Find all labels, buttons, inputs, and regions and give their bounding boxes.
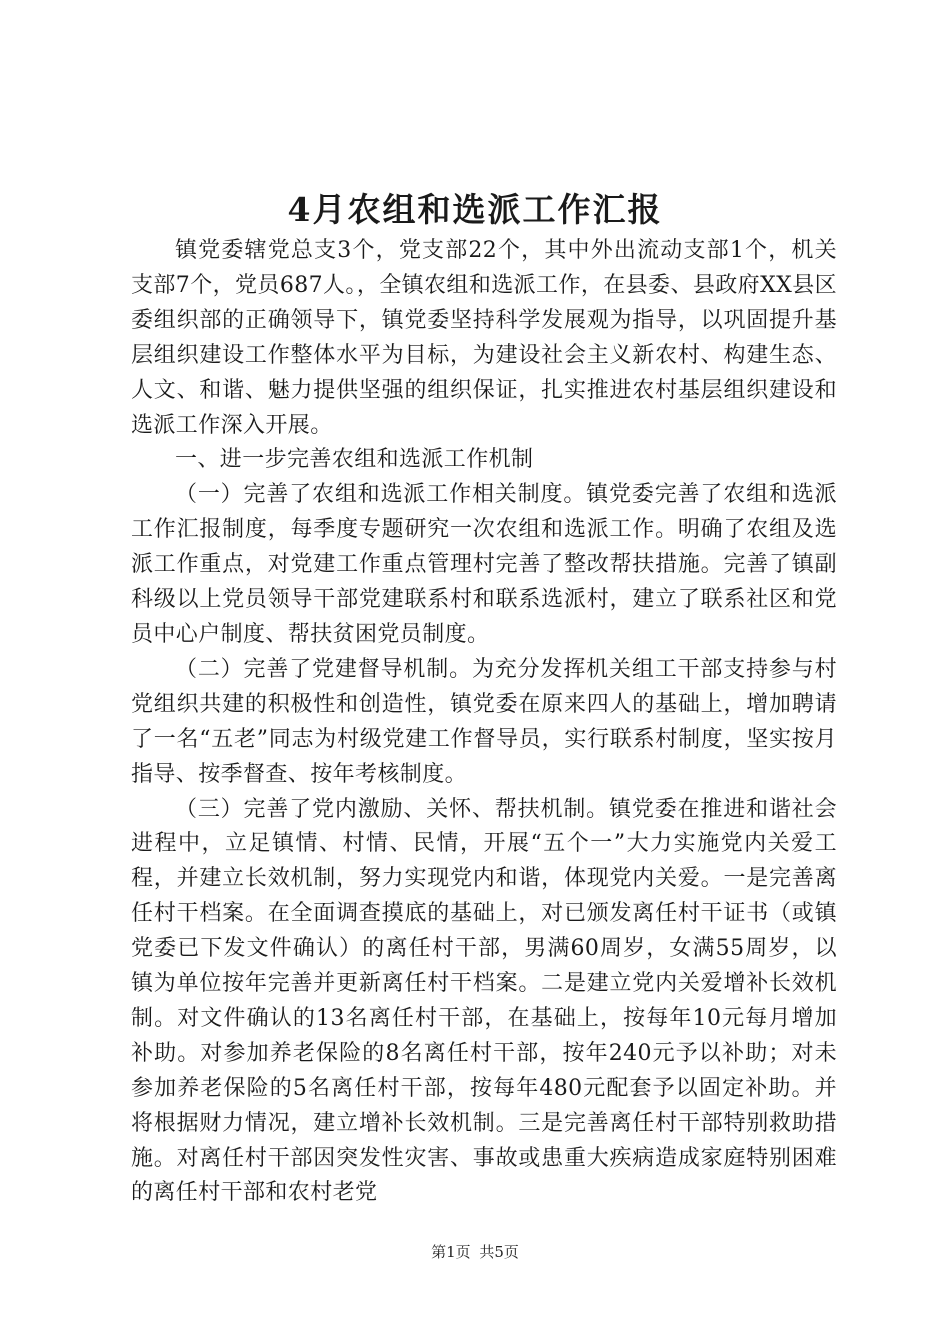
page-footer — [0, 1240, 950, 1264]
document-body — [131, 234, 837, 1211]
document-title: 4月农组和选派工作汇报 — [287, 190, 663, 229]
subsection-paragraph-2: （二）完善了党建督导机制。为充分发挥机关组工干部支持参与村党组织共建的积极性和创造性，镇党委在原来四人的基础上，增加聘请了一名“五老”同志为村级党建工作督导员，实行联系村制度，坚实按月指导、按季督查、按年考核制度。 — [131, 656, 837, 787]
intro-paragraph: 镇党委辖党总支3个，党支部22个，其中外出流动支部1个，机关支部7个，党员687人。，全镇农组和选派工作，在县委、县政府XX县区委组织部的正确领导下，镇党委坚持科学发展观为指导，以巩固提升基层组织建设工作整体水平为目标，为建设社会主义新农村、构建生态、人文、和谐、魅力提供坚强的组织保证，扎实推进农村基层组织建设和选派工作深入开展。 — [131, 238, 837, 438]
subsection-paragraph-1: （一）完善了农组和选派工作相关制度。镇党委完善了农组和选派工作汇报制度，每季度专题研究一次农组和选派工作。明确了农组及选派工作重点，对党建工作重点管理村完善了整改帮扶措施。完善了镇副科级以上党员领导干部党建联系村和联系选派村，建立了联系社区和党员中心户制度、帮扶贫困党员制度。 — [131, 482, 837, 647]
total-pages: 共5页 — [479, 1243, 519, 1261]
subsection-paragraph-3: （三）完善了党内激励、关怀、帮扶机制。镇党委在推进和谐社会进程中，立足镇情、村情、民情，开展“五个一”大力实施党内关爱工程，并建立长效机制，努力实现党内和谐，体现党内关爱。一是完善离任村干档案。在全面调查摸底的基础上，对已颁发离任村干证书（或镇党委已下发文件确认）的离任村干部，男满60周岁，女满55周岁，以镇为单位按年完善并更新离任村干档案。二是建立党内关爱增补长效机制。对文件确认的13名离任村干部，在基础上，按每年10元每月增加补助。对参加养老保险的8名离任村干部，按年240元予以补助；对未参加养老保险的5名离任村干部，按每年480元配套予以固定补助。并将根据财力情况，建立增补长效机制。三是完善离任村干部特别救助措施。对离任村干部因突发性灾害、事故或患重大疾病造成家庭特别困难的离任村干部和农村老党 — [131, 796, 837, 1206]
page-number: 第1页 — [431, 1243, 471, 1261]
section-heading: 一、进一步完善农组和选派工作机制 — [175, 447, 534, 473]
